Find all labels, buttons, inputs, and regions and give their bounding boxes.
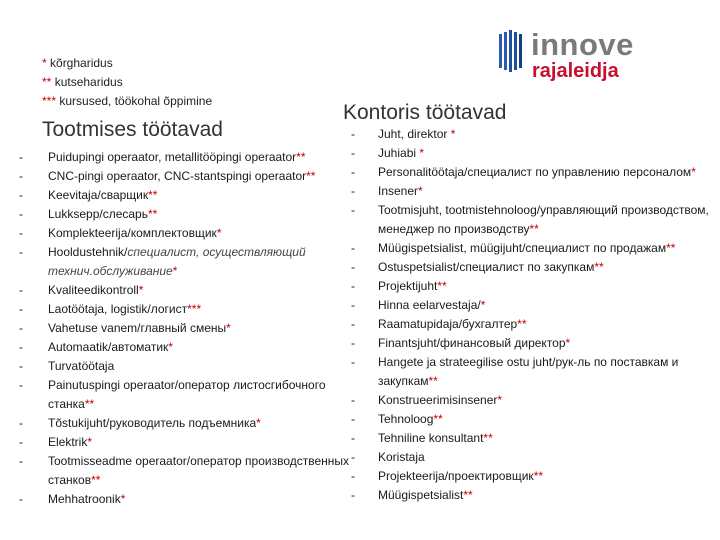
bullet-dash: - — [351, 412, 355, 426]
job-title: Juhiabi — [378, 146, 420, 160]
job-list-item — [351, 410, 712, 429]
job-list-item — [19, 490, 356, 509]
job-title: Projektijuht — [378, 279, 438, 293]
job-title: Keevitaja/сварщик — [48, 188, 149, 202]
job-title: Painutuspingi operaator/оператор листосгибочного станка — [48, 378, 326, 411]
job-title: Vahetuse vanem/главный смены — [48, 321, 227, 335]
job-list-item — [351, 277, 712, 296]
bullet-dash: - — [19, 454, 23, 468]
bullet-dash: - — [351, 165, 355, 179]
bullet-dash: - — [19, 207, 23, 221]
bullet-dash: - — [351, 393, 355, 407]
job-title: Koristaja — [378, 450, 425, 464]
job-title-italic: специалист, осуществляющий технич.обслуживание — [48, 245, 306, 278]
education-stars: ** — [296, 150, 306, 164]
bullet-dash: - — [351, 488, 355, 502]
job-list-item — [351, 486, 712, 505]
education-stars: * — [497, 393, 503, 407]
job-list-item — [351, 296, 712, 315]
job-list-item — [351, 182, 712, 201]
bullet-dash: - — [19, 492, 23, 506]
job-title: Hinna eelarvestaja/ — [378, 298, 481, 312]
job-title: Tehniline konsultant — [378, 431, 484, 445]
education-stars: ** — [147, 207, 158, 221]
education-stars: ** — [306, 169, 316, 183]
job-title: Turvatöötaja — [48, 359, 115, 373]
education-stars: * — [138, 283, 144, 297]
bullet-dash: - — [19, 302, 23, 316]
job-list-item — [19, 167, 356, 186]
education-stars: * — [120, 492, 126, 506]
job-list-item — [19, 414, 356, 433]
bullet-dash: - — [351, 469, 355, 483]
job-title: Projekteerija/проектировщик — [378, 469, 534, 483]
job-list-item — [19, 224, 356, 243]
logo-sub-text: rajaleidja — [532, 60, 619, 82]
education-stars: ** — [517, 317, 527, 331]
job-list-item — [351, 239, 712, 258]
job-list-item — [19, 319, 356, 338]
education-stars: * — [168, 340, 173, 354]
bullet-dash: - — [351, 298, 355, 312]
job-list-item — [19, 357, 356, 376]
job-list-item — [351, 334, 712, 353]
bullet-dash: - — [351, 203, 355, 217]
education-stars: * — [216, 226, 222, 240]
education-stars: ** — [533, 469, 544, 483]
education-stars: * — [450, 127, 456, 141]
bullet-dash: - — [351, 241, 355, 255]
bullet-dash: - — [351, 431, 355, 445]
education-stars: *** — [187, 302, 202, 316]
job-list-item — [19, 205, 356, 224]
education-stars: ** — [91, 473, 101, 487]
job-title: Hooldustehnik/ — [48, 245, 128, 259]
job-list-item — [351, 429, 712, 448]
job-title: Müügispetsialist, müügijuht/специалист по продажам — [378, 241, 667, 255]
bullet-dash: - — [351, 450, 355, 464]
bullet-dash: - — [19, 150, 23, 164]
job-title: Hangete ja strateegilise ostu juht/рук-ль по поставкам и закупкам — [378, 355, 679, 388]
bullet-dash: - — [351, 279, 355, 293]
job-list-item — [351, 353, 712, 391]
logo-mark-icon — [497, 28, 527, 80]
bullet-dash: - — [19, 169, 23, 183]
legend-item-courses: *** kursused, töökohal õppimine — [42, 94, 213, 108]
education-stars: * — [419, 146, 425, 160]
office-jobs-list — [351, 125, 712, 505]
bullet-dash: - — [19, 340, 23, 354]
job-list-item — [19, 338, 356, 357]
education-stars: ** — [483, 431, 493, 445]
legend-item-higher: * kõrgharidus — [42, 56, 113, 70]
bullet-dash: - — [19, 226, 23, 240]
education-stars: * — [480, 298, 486, 312]
bullet-dash: - — [19, 378, 23, 392]
bullet-dash: - — [351, 184, 355, 198]
job-title: Tootmisjuht, tootmistehnoloog/управляющий производством, менеджер по производству — [378, 203, 709, 236]
job-list-item — [19, 148, 356, 167]
legend-star: *** — [42, 94, 57, 108]
job-title: Finantsjuht/финансовый директор — [378, 336, 566, 350]
production-jobs-list — [19, 148, 356, 509]
production-title: Tootmises töötavad — [42, 118, 223, 141]
job-title: Puidupingi operaator, metallitööpingi operaator — [48, 150, 297, 164]
job-list-item — [351, 144, 712, 163]
job-title: Ostuspetsialist/специалист по закупкам — [378, 260, 595, 274]
bullet-dash: - — [351, 355, 355, 369]
job-list-item — [19, 433, 356, 452]
bullet-dash: - — [351, 317, 355, 331]
job-list-item — [351, 467, 712, 486]
logo-brand-text: innove — [531, 27, 634, 62]
education-stars: ** — [84, 397, 95, 411]
education-stars: ** — [666, 241, 676, 255]
job-title: Tõstukijuht/руководитель подъемника — [48, 416, 257, 430]
job-title: Lukksepp/слесарь — [48, 207, 148, 221]
bullet-dash: - — [19, 416, 23, 430]
job-title: Tehnoloog — [378, 412, 434, 426]
job-list-item — [351, 201, 712, 239]
office-title: Kontoris töötavad — [343, 101, 507, 124]
job-list-item — [19, 281, 356, 300]
job-title: Mehhatroonik — [48, 492, 121, 506]
legend-star: * — [42, 56, 47, 70]
bullet-dash: - — [19, 245, 23, 259]
education-stars: ** — [463, 488, 473, 502]
job-title: Konstrueerimisinsener — [378, 393, 498, 407]
job-title: Elektrik — [48, 435, 88, 449]
job-title: Juht, direktor — [378, 127, 451, 141]
job-list-item — [19, 186, 356, 205]
education-stars: * — [565, 336, 571, 350]
job-title: Kvaliteedikontroll — [48, 283, 139, 297]
job-title: Müügispetsialist — [378, 488, 464, 502]
education-stars: ** — [529, 222, 539, 236]
job-list-item — [19, 376, 356, 414]
job-list-item — [351, 391, 712, 410]
education-stars: ** — [428, 374, 438, 388]
bullet-dash: - — [19, 188, 23, 202]
job-title: Automaatik/автоматик — [48, 340, 169, 354]
education-legend — [42, 54, 212, 111]
education-stars: * — [256, 416, 261, 430]
legend-item-vocational: ** kutseharidus — [42, 75, 123, 89]
job-list-item — [351, 258, 712, 277]
education-stars: ** — [437, 279, 447, 293]
job-title: Komplekteerija/комплектовщик — [48, 226, 217, 240]
education-stars: ** — [433, 412, 443, 426]
job-list-item — [351, 448, 712, 467]
job-list-item — [19, 300, 356, 319]
bullet-dash: - — [351, 336, 355, 350]
bullet-dash: - — [19, 359, 23, 373]
education-stars: * — [87, 435, 93, 449]
bullet-dash: - — [351, 127, 355, 141]
job-title: Personalitöötaja/специалист по управлению персоналом — [378, 165, 692, 179]
legend-star: ** — [42, 75, 52, 89]
job-title: Raamatupidaja/бухгалтер — [378, 317, 518, 331]
bullet-dash: - — [19, 283, 23, 297]
education-stars: ** — [148, 188, 158, 202]
bullet-dash: - — [19, 435, 23, 449]
education-stars: * — [691, 165, 696, 179]
innove-logo — [497, 28, 652, 80]
job-list-item — [351, 125, 712, 144]
bullet-dash: - — [351, 260, 355, 274]
education-stars: ** — [594, 260, 604, 274]
job-list-item — [19, 243, 356, 281]
job-list-item — [19, 452, 356, 490]
job-title: Laotöötaja, logistik/логист — [48, 302, 188, 316]
bullet-dash: - — [19, 321, 23, 335]
job-title: CNC-pingi operaator, CNC-stantspingi operaator — [48, 169, 307, 183]
education-stars: * — [172, 264, 178, 278]
job-list-item — [351, 163, 712, 182]
education-stars: * — [418, 184, 423, 198]
job-title: Insener — [378, 184, 419, 198]
job-title: Tootmisseadme operaator/оператор производственных станков — [48, 454, 350, 487]
job-list-item — [351, 315, 712, 334]
bullet-dash: - — [351, 146, 355, 160]
education-stars: * — [226, 321, 231, 335]
